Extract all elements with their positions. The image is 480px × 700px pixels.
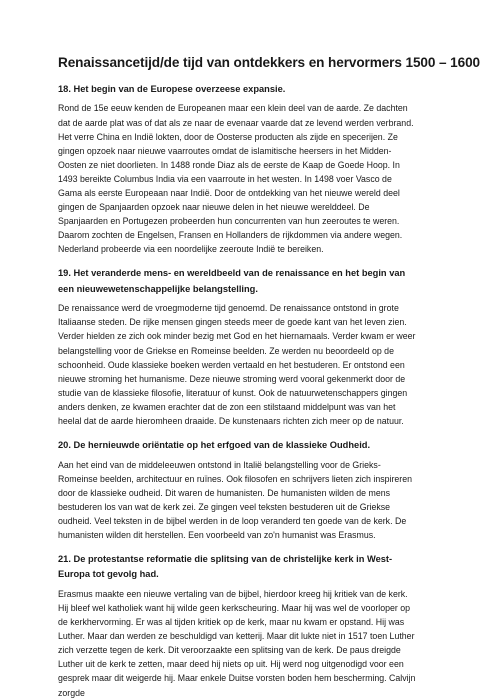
section-18 xyxy=(58,82,416,256)
section-heading: 19. Het veranderde mens- en wereldbeeld van de renaissance en het begin van een nieuwewetenschappelijke belangstelling. xyxy=(58,268,406,294)
section-paragraph: Aan het eind van de middeleeuwen ontstond in Italië belangstelling voor de Grieks-Romeinse beelden, architectuur en ruïnes. Ook filosofen en schrijvers lieten zich inspireren door de klassieke oudheid. Dit waren de humanisten. De humanisten wilden de mens bestuderen los van wat de kerk zei. Ze gingen veel teksten bestuderen uit de Griekse oudheid. Veel teksten in de bijbel werden in de loop veranderd ten goede van de kerk. De humanisten wilden dit herstellen. Een voorbeeld van zo'n humanist was Erasmus. xyxy=(58,459,413,540)
section-21 xyxy=(58,552,416,700)
section-heading: 21. De protestantse reformatie die splitsing van de christelijke kerk in West-Europa tot gevolg had. xyxy=(58,554,393,580)
section-heading: 18. Het begin van de Europese overzeese expansie. xyxy=(58,84,286,94)
section-heading: 20. De hernieuwde oriëntatie op het erfgoed van de klassieke Oudheid. xyxy=(58,440,371,451)
section-paragraph: De renaissance werd de vroegmoderne tijd genoemd. De renaissance ontstond in grote Italiaanse steden. De rijke mensen gingen steeds meer de goede kant van het leven zien. Verder hielden ze zich ook minder bezig met God en het hiernamaals. Verder kwam er weer belangstelling voor de Griekse en Romeinse beelden. Ze werden nu beoordeeld op de schoonheid. Oude klassieke boeken werden vertaald en het bestuderen. Er ontstond een nieuwe stroming het humanisme. Deze nieuwe stroming werd vooral gekenmerkt door de studie van de klassieke filosofie, literatuur of kunst. Ook de natuurwetenschappers gingen anders denken, ze kwamen erachter dat de zon een stilstaand middelpunt was van het heelal dat de aarde hieromheen draaide. De kunstenaars richten zich meer op de natuur. xyxy=(58,303,416,426)
section-paragraph: Erasmus maakte een nieuwe vertaling van de bijbel, hierdoor kreeg hij kritiek van de kerk. Hij bleef wel katholiek want hij wilde geen kerkscheuring. Maar hij was wel de voorloper op de kerkhervorming. Er was al tijden kritiek op de kerk, maar nu kwam er opstand. Hij was Luther. Maar dan werden ze beschuldigd van ketterij. Maar dit lukte niet in 1517 toen Luther zich verzette tegen de kerk. Dit veroorzaakte een splitsing van de kerk. De paus dreigde Luther uit de kerk te zetten, maar deed hij niets op uit. Hij werd nog uitgenodigd voor een gesprek maar dit weigerde hij. Maar enkele Duitse vorsten boden hem bescherming. Calvijn zorgde xyxy=(58,588,416,698)
section-paragraph: Rond de 15e eeuw kenden de Europeanen maar een klein deel van de aarde. Ze dachten dat de aarde plat was of dat als ze naar de evenaar vaarde dat ze levend werden verbrand. Het verre China en Indië lokten, door de Oosterse producten als zijde en specerijen. Ze gingen opzoek naar nieuwe vaarroutes omdat de islamitische heersers in het Midden-Oosten ze niet doorlieten. In 1488 ronde Diaz als de eerste de Kaap de Goede Hoop. In 1493 bereikte Columbus India via een vaarroute in het westen. In 1498 voer Vasco de Gama als eerste Europeaan naar Indië. Door de ontdekking van het nieuwe wereld deel gingen de Spanjaarden opzoek naar nieuwe delen in het nieuwe werelddeel. De Spanjaarden en Portugezen probeerden hun concurrenten van hun zeeroutes te weren. Daarom zochten de Engelsen, Fransen en Hollanders de rijkdommen via andere wegen. Nederland probeerde via een noordelijke zeeroute Indië te bereiken. xyxy=(58,103,414,255)
section-20 xyxy=(58,438,416,542)
document-title: Renaissancetijd/de tijd van ontdekkers en hervormers 1500 – 1600 xyxy=(58,55,480,70)
section-19 xyxy=(58,266,416,428)
